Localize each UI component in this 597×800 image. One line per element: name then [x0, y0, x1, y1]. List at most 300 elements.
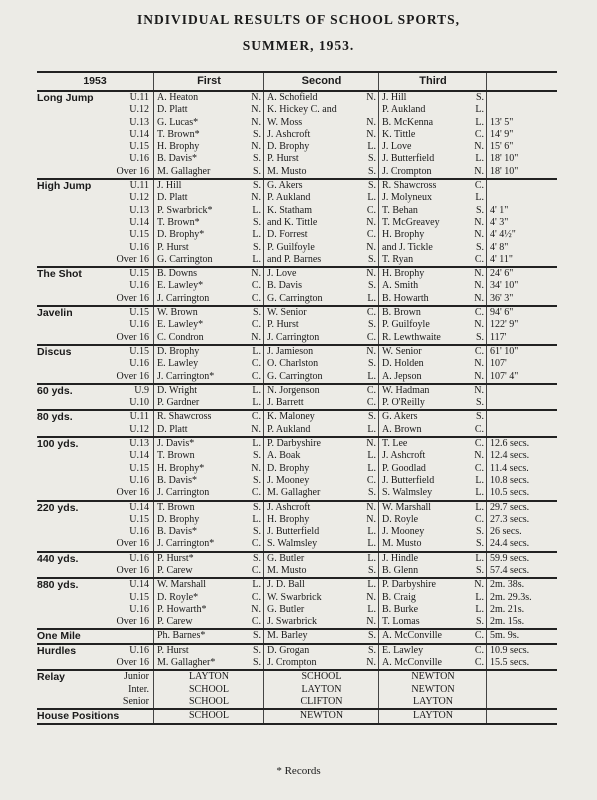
- first-place-house: S.: [252, 552, 261, 564]
- second-place: [264, 411, 379, 423]
- third-place: [379, 319, 487, 331]
- second-place: [264, 192, 379, 204]
- event-name: One Mile: [37, 630, 81, 643]
- second-place: [264, 268, 379, 280]
- second-place-name: G. Butler: [267, 603, 305, 615]
- third-place: [379, 242, 487, 254]
- second-place-name: NEWTON: [299, 710, 344, 722]
- performance: 4' 4½": [490, 229, 516, 241]
- first-place-name: Ph. Barnes*: [157, 630, 206, 642]
- page-subtitle: SUMMER, 1953.: [242, 38, 355, 53]
- age-group: U.9: [92, 385, 154, 397]
- second-place-house: L.: [367, 603, 376, 615]
- third-place: [379, 502, 487, 514]
- age-group: U.14: [92, 217, 154, 229]
- event-name: [37, 487, 92, 499]
- second-place: [264, 180, 379, 192]
- performance: [487, 192, 557, 204]
- second-place-house: N.: [366, 128, 376, 140]
- performance: 14' 9": [490, 128, 514, 140]
- first-place: [154, 346, 264, 358]
- event-name: [37, 397, 92, 409]
- second-place-name: M. Barley: [267, 630, 308, 642]
- second-place: [264, 346, 379, 358]
- age-group: U.16: [92, 553, 154, 565]
- performance: [487, 671, 557, 683]
- third-place: [379, 514, 487, 526]
- second-place: [264, 293, 379, 305]
- event-name: 100 yds.: [37, 438, 79, 451]
- event-name: [37, 254, 92, 266]
- second-place: [264, 616, 379, 628]
- second-place-house: S.: [367, 280, 376, 292]
- event-section: [37, 710, 557, 724]
- result-row: [37, 526, 557, 538]
- first-place: [154, 475, 264, 487]
- second-place: [264, 166, 379, 178]
- event-name: [37, 514, 92, 526]
- age-group: U.15: [92, 268, 154, 280]
- second-place-house: S.: [367, 253, 376, 265]
- third-place: [379, 205, 487, 217]
- age-group: Over 16: [92, 487, 154, 499]
- second-place-house: L.: [367, 192, 376, 204]
- event-section: [37, 385, 557, 412]
- third-place-name: J. Crompton: [382, 165, 432, 177]
- result-row: [37, 104, 557, 116]
- third-place: [379, 153, 487, 165]
- second-place-name: D. Forrest: [267, 229, 308, 241]
- event-name: [37, 141, 92, 153]
- third-place: [379, 538, 487, 550]
- first-place-house: L.: [252, 345, 261, 357]
- third-place: [379, 475, 487, 487]
- second-place: [264, 424, 379, 436]
- event-name: 60 yds.: [37, 384, 73, 397]
- third-place: [379, 229, 487, 241]
- event-name: [37, 526, 92, 538]
- page-title: INDIVIDUAL RESULTS OF SCHOOL SPORTS,: [137, 12, 460, 27]
- result-row: [37, 166, 557, 178]
- age-group: U.11: [92, 411, 154, 423]
- third-place-house: N.: [474, 579, 484, 591]
- second-place: [264, 117, 379, 129]
- second-place: [264, 92, 379, 104]
- header-third: [379, 73, 487, 90]
- second-place-name: G. Butler: [267, 552, 305, 564]
- first-place-house: L.: [252, 204, 261, 216]
- second-place: [264, 526, 379, 538]
- event-name: [37, 592, 92, 604]
- records-footnote: * Records: [276, 765, 321, 777]
- age-group: U.16: [92, 475, 154, 487]
- event-name: [37, 371, 92, 383]
- first-place-name: H. Brophy*: [157, 462, 205, 474]
- result-row: [37, 217, 557, 229]
- third-place-house: S.: [475, 92, 484, 103]
- third-place: [379, 254, 487, 266]
- second-place-name: P. Aukland: [267, 423, 311, 435]
- first-place-house: S.: [252, 128, 261, 140]
- event-section: [37, 411, 557, 438]
- first-place: [154, 616, 264, 628]
- result-row: [37, 487, 557, 499]
- third-place-name: B. McKenna: [382, 116, 434, 128]
- third-place: [379, 604, 487, 616]
- second-place-name: M. Gallagher: [267, 487, 321, 499]
- result-row: [37, 424, 557, 436]
- age-group: Over 16: [92, 565, 154, 577]
- event-name: [37, 332, 92, 344]
- first-place: [154, 104, 264, 116]
- result-row: [37, 579, 557, 591]
- second-place-name: CLIFTON: [300, 695, 343, 707]
- result-row: [37, 411, 557, 423]
- age-group: Over 16: [92, 166, 154, 178]
- second-place-name: J. Barrett: [267, 397, 304, 409]
- first-place-house: C.: [251, 280, 261, 292]
- event-name: 80 yds.: [37, 411, 73, 424]
- age-group: Over 16: [92, 371, 154, 383]
- third-place-name: K. Tittle: [382, 128, 416, 140]
- third-place-name: H. Brophy: [382, 268, 425, 280]
- second-place-house: N.: [366, 116, 376, 128]
- second-place-house: N.: [366, 438, 376, 450]
- second-place-name: G. Akers: [267, 180, 303, 192]
- first-place-house: S.: [252, 657, 261, 669]
- second-place: [264, 385, 379, 397]
- age-group: U.15: [92, 463, 154, 475]
- event-name: High Jump: [37, 180, 92, 193]
- second-place-name: K. Hickey C. and: [267, 104, 337, 116]
- first-place: [154, 553, 264, 565]
- result-row: [37, 205, 557, 217]
- performance: 15.5 secs.: [490, 657, 530, 669]
- second-place-name: K. Statham: [267, 204, 312, 216]
- second-place-house: N.: [366, 216, 376, 228]
- result-row: [37, 346, 557, 358]
- result-row: [37, 385, 557, 397]
- first-place-name: T. Brown*: [157, 216, 200, 228]
- third-place-house: N.: [474, 280, 484, 292]
- performance: 12.6 secs.: [490, 438, 530, 450]
- third-place-house: C.: [474, 644, 484, 656]
- age-group: Junior: [92, 671, 154, 683]
- first-place-house: L.: [252, 438, 261, 450]
- second-place-house: S.: [367, 487, 376, 499]
- first-place-name: J. Carrington*: [157, 370, 215, 382]
- second-place: [264, 153, 379, 165]
- third-place: [379, 684, 487, 696]
- age-group: U.12: [92, 424, 154, 436]
- result-row: [37, 450, 557, 462]
- event-name: 440 yds.: [37, 552, 79, 565]
- result-row: [37, 180, 557, 192]
- third-place-name: H. Brophy: [382, 229, 425, 241]
- third-place-house: S.: [475, 331, 484, 343]
- age-group: U.16: [92, 358, 154, 370]
- first-place: [154, 657, 264, 669]
- second-place: [264, 553, 379, 565]
- second-place-house: L.: [367, 141, 376, 153]
- age-group: Over 16: [92, 254, 154, 266]
- third-place: [379, 129, 487, 141]
- second-place: [264, 463, 379, 475]
- second-place: [264, 696, 379, 708]
- event-name: 220 yds.: [37, 501, 79, 514]
- performance: 107' 4": [490, 370, 519, 382]
- result-row: [37, 553, 557, 565]
- second-place-house: C.: [366, 229, 376, 241]
- third-place-house: N.: [474, 358, 484, 370]
- third-place: [379, 592, 487, 604]
- first-place-name: D. Platt: [157, 192, 188, 204]
- second-place-house: N.: [366, 616, 376, 628]
- first-place-name: E. Lawley*: [157, 319, 204, 331]
- header-first: [154, 73, 264, 90]
- third-place-house: S.: [475, 616, 484, 628]
- first-place: [154, 129, 264, 141]
- first-place-house: N.: [251, 268, 261, 280]
- second-place: [264, 487, 379, 499]
- event-name: [37, 358, 92, 370]
- first-place: [154, 358, 264, 370]
- event-name: [37, 129, 92, 141]
- third-place-name: E. Lawley: [382, 644, 424, 656]
- third-place: [379, 192, 487, 204]
- first-place-name: E. Lawley: [157, 358, 199, 370]
- age-group: U.16: [92, 319, 154, 331]
- result-row: [37, 671, 557, 683]
- third-place-name: P. Guilfoyle: [382, 319, 430, 331]
- event-name: [37, 616, 92, 628]
- first-place-house: L.: [252, 397, 261, 409]
- first-place-name: D. Platt: [157, 423, 188, 435]
- second-place-name: and P. Barnes: [267, 253, 322, 265]
- third-place: [379, 397, 487, 409]
- second-place-house: N.: [366, 591, 376, 603]
- first-place-name: SCHOOL: [188, 683, 229, 695]
- age-group: Inter.: [92, 684, 154, 696]
- third-place-name: A. McConville: [382, 657, 442, 669]
- age-group: U.12: [92, 192, 154, 204]
- third-place-house: L.: [475, 501, 484, 513]
- third-place-house: C.: [474, 307, 484, 319]
- header-third-label: Third: [419, 75, 447, 87]
- second-place-house: L.: [367, 538, 376, 550]
- first-place-name: T. Brown*: [157, 128, 200, 140]
- second-place-house: C.: [366, 384, 376, 396]
- result-row: [37, 293, 557, 305]
- performance: 26 secs.: [490, 526, 522, 538]
- second-place: [264, 630, 379, 642]
- third-place: [379, 268, 487, 280]
- third-place-house: C.: [474, 423, 484, 435]
- third-place: [379, 526, 487, 538]
- third-place-house: N.: [474, 450, 484, 462]
- second-place-name: O. Charlston: [267, 358, 319, 370]
- second-place: [264, 397, 379, 409]
- performance: 4' 8": [490, 241, 509, 253]
- first-place: [154, 217, 264, 229]
- second-place-name: J. Carrington: [267, 331, 320, 343]
- first-place-house: C.: [251, 319, 261, 331]
- first-place: [154, 397, 264, 409]
- second-place-name: M. Musto: [267, 564, 307, 576]
- age-group: U.15: [92, 307, 154, 319]
- third-place: [379, 579, 487, 591]
- second-place-house: C.: [366, 474, 376, 486]
- third-place: [379, 696, 487, 708]
- performance: 11.4 secs.: [490, 462, 529, 474]
- event-name: [37, 217, 92, 229]
- second-place-name: P. Aukland: [267, 192, 311, 204]
- performance: 117': [490, 331, 507, 343]
- first-place: [154, 141, 264, 153]
- second-place: [264, 514, 379, 526]
- event-name: [37, 104, 92, 116]
- first-place-name: D. Royle*: [157, 591, 199, 603]
- first-place: [154, 565, 264, 577]
- second-place-name: G. Carrington: [267, 292, 323, 304]
- first-place: [154, 604, 264, 616]
- second-place-name: J. Swarbrick: [267, 616, 317, 628]
- second-place-house: S.: [367, 411, 376, 423]
- event-name: [37, 319, 92, 331]
- age-group: U.16: [92, 153, 154, 165]
- first-place-name: T. Brown: [157, 450, 195, 462]
- third-place: [379, 371, 487, 383]
- third-place-name: B. Howarth: [382, 292, 429, 304]
- event-section: [37, 92, 557, 180]
- result-row: [37, 696, 557, 708]
- event-name: Relay: [37, 671, 66, 684]
- first-place: [154, 592, 264, 604]
- performance: 107': [490, 358, 507, 370]
- first-place: [154, 319, 264, 331]
- first-place: [154, 242, 264, 254]
- event-name: [37, 293, 92, 305]
- third-place-house: C.: [474, 345, 484, 357]
- third-place-house: N.: [474, 370, 484, 382]
- second-place: [264, 645, 379, 657]
- first-place-house: S.: [252, 307, 261, 319]
- result-row: [37, 358, 557, 370]
- third-place-name: R. Shawcross: [382, 180, 437, 192]
- age-group: U.11: [92, 180, 154, 192]
- second-place: [264, 671, 379, 683]
- first-place: [154, 438, 264, 450]
- age-group: [92, 630, 154, 642]
- event-section: [37, 268, 557, 307]
- event-name: Javelin: [37, 307, 73, 320]
- third-place-house: N.: [474, 384, 484, 396]
- second-place-house: L.: [367, 450, 376, 462]
- third-place: [379, 616, 487, 628]
- first-place: [154, 450, 264, 462]
- second-place-house: L.: [367, 423, 376, 435]
- third-place-name: W. Senior: [382, 345, 422, 357]
- first-place-name: D. Platt: [157, 104, 188, 116]
- second-place-name: G. Carrington: [267, 370, 323, 382]
- first-place: [154, 153, 264, 165]
- result-row: [37, 645, 557, 657]
- first-place-name: B. Davis*: [157, 153, 197, 165]
- second-place-house: N.: [366, 345, 376, 357]
- third-place: [379, 307, 487, 319]
- first-place-house: L.: [252, 253, 261, 265]
- third-place: [379, 280, 487, 292]
- second-place: [264, 371, 379, 383]
- third-place-name: J. Butterfield: [382, 153, 435, 165]
- event-name: [37, 684, 92, 696]
- age-group: U.15: [92, 592, 154, 604]
- performance: 94' 6": [490, 307, 514, 319]
- event-name: [37, 538, 92, 550]
- first-place-name: SCHOOL: [188, 695, 229, 707]
- first-place-name: D. Wright: [157, 384, 197, 396]
- second-place: [264, 104, 379, 116]
- third-place-name: J. Hindle: [382, 552, 419, 564]
- age-group: U.15: [92, 229, 154, 241]
- first-place-house: S.: [252, 644, 261, 656]
- event-name: [37, 604, 92, 616]
- third-place-name: LAYTON: [412, 695, 453, 707]
- second-place: [264, 141, 379, 153]
- event-name: [37, 565, 92, 577]
- second-place: [264, 657, 379, 669]
- result-row: [37, 475, 557, 487]
- third-place-house: L.: [475, 552, 484, 564]
- second-place-house: S.: [367, 644, 376, 656]
- first-place-name: J. Carrington*: [157, 538, 215, 550]
- second-place: [264, 129, 379, 141]
- first-place-name: M. Gallagher*: [157, 657, 216, 669]
- third-place-name: P. Aukland: [382, 104, 426, 116]
- second-place-name: A. Schofield: [267, 92, 318, 103]
- third-place: [379, 180, 487, 192]
- result-row: [37, 92, 557, 104]
- second-place-name: W. Swarbrick: [267, 591, 322, 603]
- third-place-name: A. Brown: [382, 423, 422, 435]
- second-place: [264, 710, 379, 722]
- third-place: [379, 671, 487, 683]
- age-group: U.13: [92, 117, 154, 129]
- third-place-house: S.: [475, 538, 484, 550]
- third-place-house: C.: [474, 253, 484, 265]
- result-row: [37, 630, 557, 642]
- third-place-house: S.: [475, 526, 484, 538]
- third-place-house: L.: [475, 487, 484, 499]
- result-row: [37, 141, 557, 153]
- third-place-house: L.: [475, 116, 484, 128]
- first-place-house: N.: [251, 116, 261, 128]
- first-place: [154, 192, 264, 204]
- table-header: [37, 73, 557, 92]
- first-place-house: N.: [251, 331, 261, 343]
- performance: 5m. 9s.: [490, 630, 520, 642]
- first-place: [154, 254, 264, 266]
- second-place: [264, 254, 379, 266]
- event-section: [37, 630, 557, 644]
- first-place: [154, 514, 264, 526]
- performance: 13' 5": [490, 116, 514, 128]
- age-group: Over 16: [92, 616, 154, 628]
- age-group: U.10: [92, 397, 154, 409]
- second-place-name: LAYTON: [301, 683, 342, 695]
- result-row: [37, 438, 557, 450]
- second-place: [264, 592, 379, 604]
